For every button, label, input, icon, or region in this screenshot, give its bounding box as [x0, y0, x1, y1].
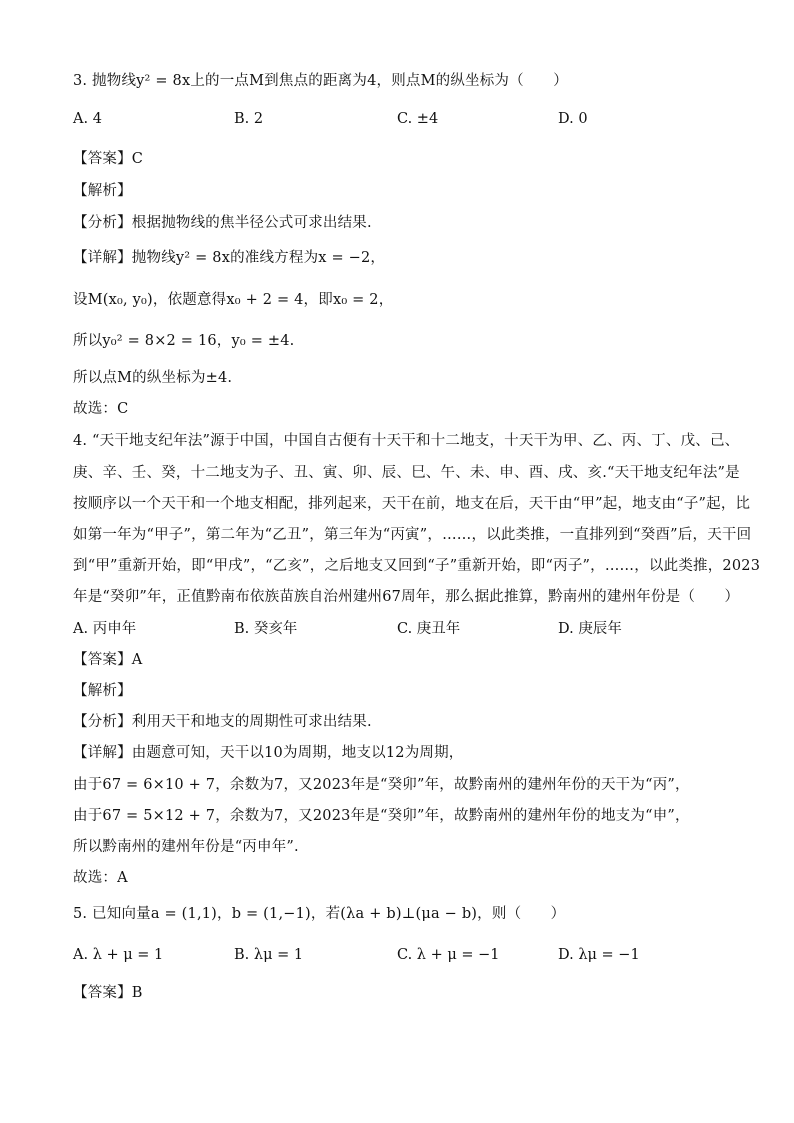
q4-option-d: D. 庚辰年 — [558, 621, 622, 637]
q3-fenxi: 【分析】根据抛物线的焦半径公式可求出结果. — [73, 215, 372, 231]
q4-stem-line-4: 如第一年为“甲子”，第二年为“乙丑”，第三年为“丙寅”，……，以此类推，一直排列到“癸酉”后，天干回 — [73, 527, 752, 543]
q4-option-b: B. 癸亥年 — [234, 621, 298, 637]
q3-answer: 【答案】C — [73, 151, 144, 167]
q4-step3: 所以黔南州的建州年份是“丙申年”. — [73, 839, 299, 855]
q3-option-d: D. 0 — [558, 111, 588, 127]
q4-option-c: C. 庚丑年 — [397, 621, 461, 637]
q5-option-a: A. λ + μ = 1 — [73, 947, 164, 963]
q3-step1: 设M(x₀, y₀)，依题意得x₀ + 2 = 4，即x₀ = 2， — [73, 292, 394, 308]
q5-answer: 【答案】B — [73, 985, 143, 1001]
q3-step2: 所以y₀² = 8×2 = 16，y₀ = ±4. — [73, 333, 295, 349]
q3-option-a: A. 4 — [73, 111, 102, 127]
q5-option-d: D. λμ = −1 — [558, 947, 640, 963]
q4-fenxi: 【分析】利用天干和地支的周期性可求出结果. — [73, 714, 372, 730]
q4-stem-line-1: 4. “天干地支纪年法”源于中国，中国自古便有十天干和十二地支，十天干为甲、乙、丙、丁、戊、己、 — [73, 433, 740, 449]
q4-stem-line-3: 按顺序以一个天干和一个地支相配，排列起来，天干在前，地支在后，天干由“甲”起，地支由“子”起，比 — [73, 496, 751, 512]
q5-option-b: B. λμ = 1 — [234, 947, 304, 963]
q4-step2: 由于67 = 5×12 + 7，余数为7，又2023年是“癸卯”年，故黔南州的建州年份的地支为“申”， — [73, 808, 690, 824]
q4-analysis-label: 【解析】 — [73, 683, 132, 699]
q4-stem-line-5: 到“甲”重新开始，即“甲戌”，“乙亥”，之后地支又回到“子”重新开始，即“丙子”，……，以此类推，2023 — [73, 558, 761, 574]
q4-choose: 故选：A — [73, 870, 128, 886]
q3-xiangjie: 【详解】抛物线y² = 8x的准线方程为x = −2， — [73, 250, 386, 266]
q4-option-a: A. 丙申年 — [73, 621, 137, 637]
q4-step1: 由于67 = 6×10 + 7，余数为7，又2023年是“癸卯”年，故黔南州的建州年份的天干为“丙”， — [73, 777, 690, 793]
q5-option-c: C. λ + μ = −1 — [397, 947, 500, 963]
q3-option-b: B. 2 — [234, 111, 264, 127]
q3-option-c: C. ±4 — [397, 111, 439, 127]
q4-stem-line-6: 年是“癸卯”年，正值黔南布依族苗族自治州建州67周年，那么据此推算，黔南州的建州年份是（ ） — [73, 589, 740, 605]
q5-stem: 5. 已知向量a = (1,1)，b = (1,−1)，若(λa + b)⊥(μa − b)，则（ ） — [73, 906, 566, 922]
q3-step3: 所以点M的纵坐标为±4. — [73, 370, 233, 386]
q3-analysis-label: 【解析】 — [73, 183, 132, 199]
q4-answer: 【答案】A — [73, 652, 143, 668]
q3-stem: 3. 抛物线y² = 8x上的一点M到焦点的距离为4，则点M的纵坐标为（ ） — [73, 73, 568, 89]
q4-stem-line-2: 庚、辛、壬、癸，十二地支为子、丑、寅、卯、辰、巳、午、未、申、酉、戌、亥.“天干地支纪年法”是 — [73, 465, 740, 481]
q3-choose: 故选：C — [73, 401, 129, 417]
q4-xiangjie: 【详解】由题意可知，天干以10为周期，地支以12为周期， — [73, 745, 464, 761]
